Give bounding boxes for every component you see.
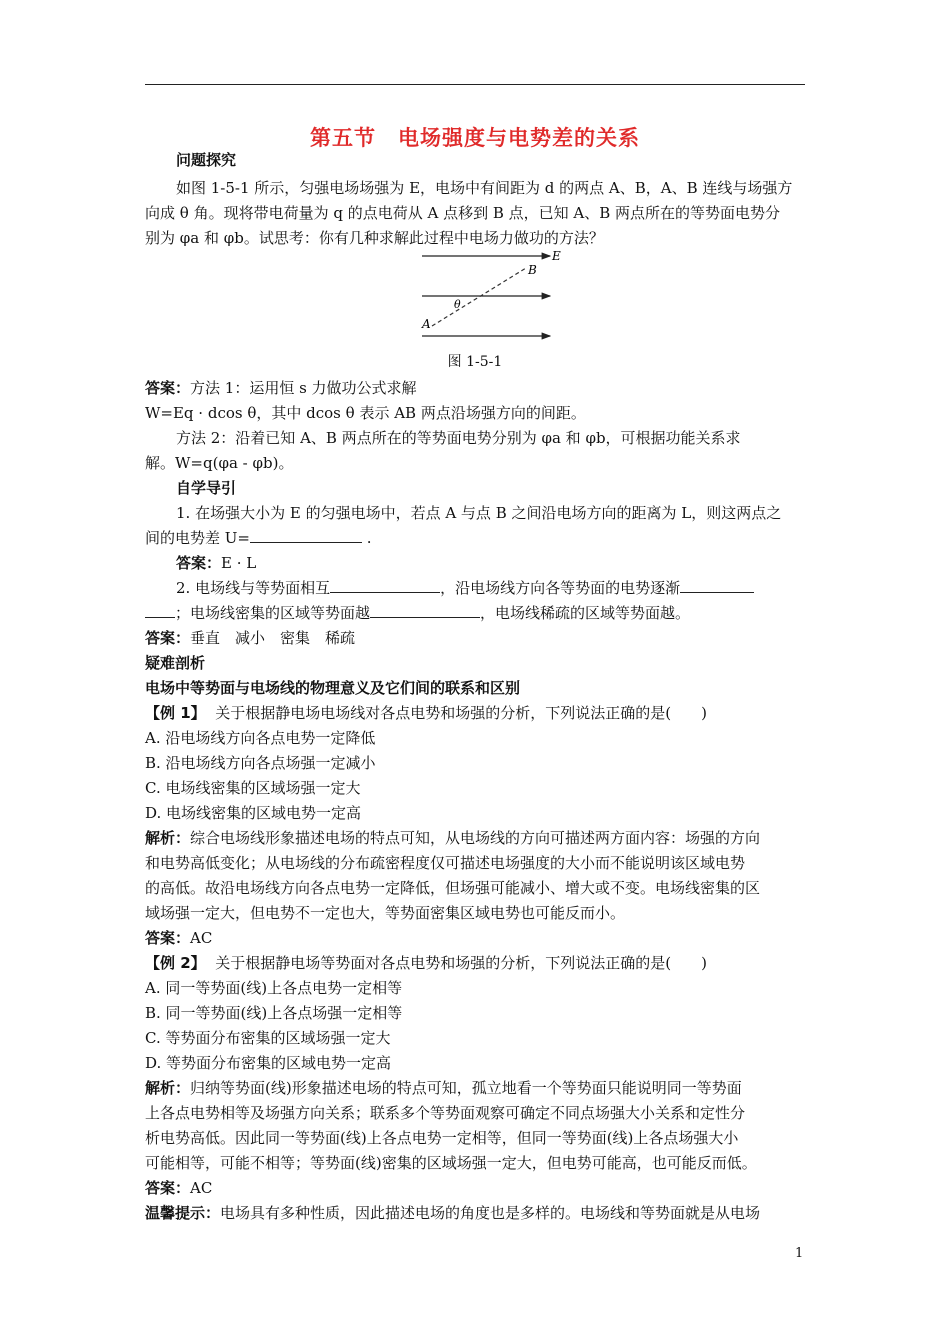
example-2-analysis-3: 析电势高低。因此同一等势面(线)上各点电势一定相等，但同一等势面(线)上各点场强大小 [145,1129,739,1147]
example-2-analysis-1: 解析：归纳等势面(线)形象描述电场的特点可知，孤立地看一个等势面只能说明同一等势面 [145,1079,742,1097]
answer1-line-4: 解。W=q(φa - φb)。 [145,454,294,472]
example-2-answer: 答案：AC [145,1179,213,1197]
example-1-analysis-4: 域场强一定大，但电势不一定也大，等势面密集区域电势也可能反而小。 [145,904,626,922]
example-1-option-a: A. 沿电场线方向各点电势一定降低 [145,729,376,747]
example-2-option-d: D. 等势面分布密集的区域电势一定高 [145,1054,392,1072]
example-2-stem: 【例 2】 关于根据静电场等势面对各点电势和场强的分析，下列说法正确的是( ) [145,954,707,972]
heading-equipotential: 电场中等势面与电场线的物理意义及它们间的联系和区别 [145,679,521,697]
q2-line-1: 2. 电场线与等势面相互 ，沿电场线方向各等势面的电势逐渐 [176,578,754,598]
example-2-option-c: C. 等势面分布密集的区域场强一定大 [145,1029,391,1047]
q2-answer: 答案：垂直 减小 密集 稀疏 [145,629,356,647]
q2-blank-1 [330,578,440,593]
section-analysis: 疑难剖析 [145,654,206,672]
example-1-analysis-2: 和电势高低变化；从电场线的分布疏密程度仅可描述电场强度的大小而不能说明该区域电势 [145,854,746,872]
answer1-line-2: W=Eq · dcos θ，其中 dcos θ 表示 AB 两点沿场强方向的间距。 [145,404,586,422]
label-e: E [552,249,561,263]
section-self-study: 自学导引 [176,479,237,497]
q2-blank-2b [145,603,175,618]
label-a: A [422,317,431,331]
q2-blank-3 [370,603,480,618]
page-number: 1 [795,1246,804,1261]
example-1-analysis-3: 的高低。故沿电场线方向各点电势一定降低，但场强可能减小、增大或不变。电场线密集的区 [145,879,761,897]
example-2-option-a: A. 同一等势面(线)上各点电势一定相等 [145,979,403,997]
answer1-line-3: 方法 2：沿着已知 A、B 两点所在的等势面电势分别为 φa 和 φb，可根据功能关系求 [176,429,741,447]
q1-line-1: 1. 在场强大小为 E 的匀强电场中，若点 A 与点 B 之间沿电场方向的距离为 L，则这两点之 [176,504,782,522]
label-theta: θ [454,298,461,311]
q2-blank-2 [680,578,754,593]
header-rule [145,84,805,85]
segment-ab [432,268,526,326]
page-title: 第五节 电场强度与电势差的关系 [310,126,640,150]
q1-line-2: 间的电势差 U= . [145,529,372,547]
answer1-line-1: 答案：方法 1：运用恒 s 力做功公式求解 [145,379,417,397]
q1-blank [250,528,362,543]
intro-line-3: 别为 φa 和 φb。试思考：你有几种求解此过程中电场力做功的方法？ [145,229,604,247]
example-1-option-c: C. 电场线密集的区域场强一定大 [145,779,361,797]
example-2-analysis-4: 可能相等，可能不相等；等势面(线)密集的区域场强一定大，但电势可能高，也可能反而低。 [145,1154,757,1172]
figure-1-5-1 [414,246,574,346]
intro-line-2: 向成 θ 角。现将带电荷量为 q 的点电荷从 A 点移到 B 点，已知 A、B 两点所在的等势面电势分 [145,204,781,222]
example-2-option-b: B. 同一等势面(线)上各点场强一定相等 [145,1004,403,1022]
example-1-option-b: B. 沿电场线方向各点场强一定减小 [145,754,376,772]
example-1-stem: 【例 1】 关于根据静电场电场线对各点电势和场强的分析，下列说法正确的是( ) [145,704,707,722]
q2-line-2: ；电场线密集的区域等势面越 ，电场线稀疏的区域等势面越。 [145,603,690,623]
section-problem: 问题探究 [176,151,237,169]
example-1-answer: 答案：AC [145,929,213,947]
intro-line-1: 如图 1-5-1 所示，匀强电场场强为 E，电场中有间距为 d 的两点 A、B，A、B 连线与场强方 [176,179,793,197]
warm-tip: 温馨提示：电场具有多种性质，因此描述电场的角度也是多样的。电场线和等势面就是从电场 [145,1204,761,1222]
q1-answer: 答案：E · L [176,554,257,572]
example-1-option-d: D. 电场线密集的区域电势一定高 [145,804,362,822]
figure-caption: 图 1-5-1 [447,354,503,370]
label-b: B [528,263,537,277]
example-2-analysis-2: 上各点电势相等及场强方向关系；联系多个等势面观察可确定不同点场强大小关系和定性分 [145,1104,746,1122]
example-1-analysis-1: 解析：综合电场线形象描述电场的特点可知，从电场线的方向可描述两方面内容：场强的方向 [145,829,761,847]
